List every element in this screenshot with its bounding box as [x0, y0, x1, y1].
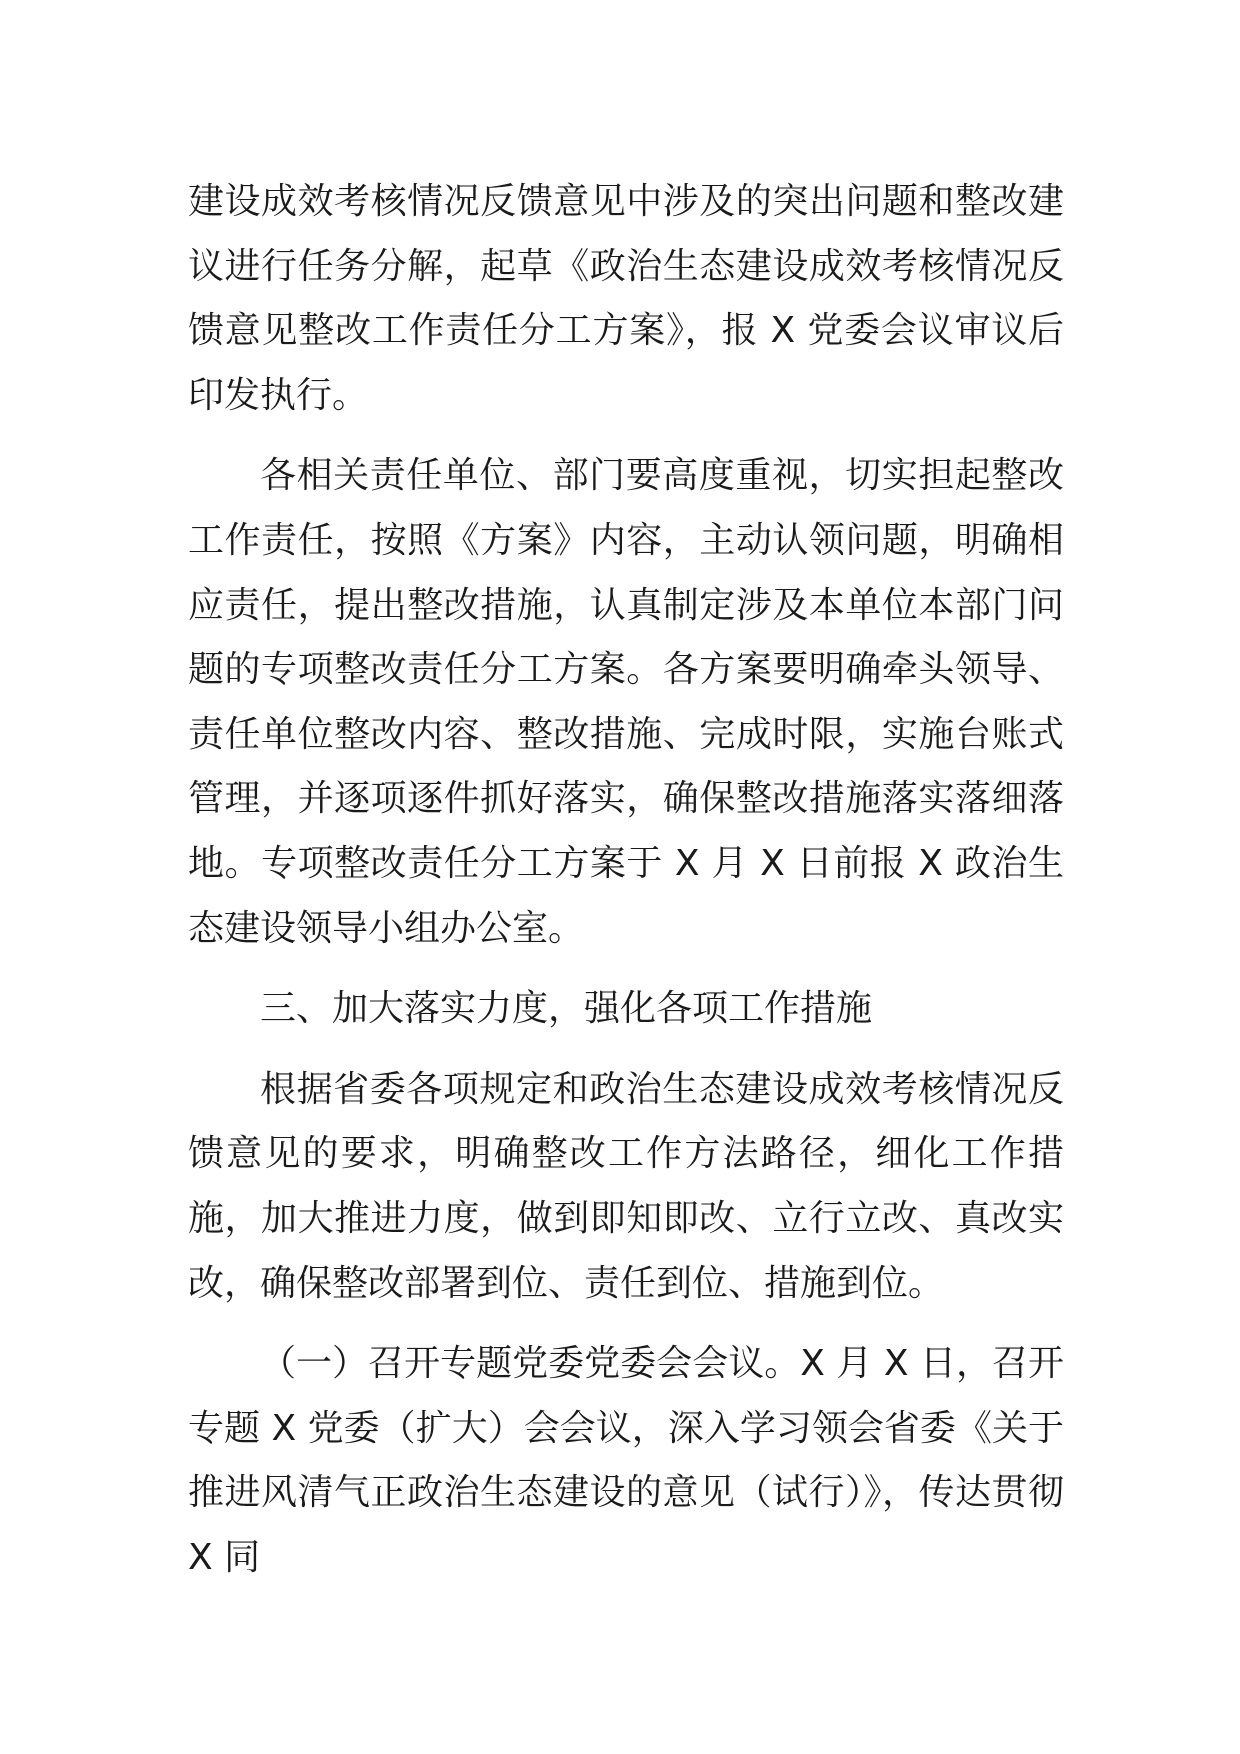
paragraph-task-breakdown: 建设成效考核情况反馈意见中涉及的突出问题和整改建议进行任务分解，起草《政治生态建设成效考核情况反馈意见整改工作责任分工方案》，报 X 党委会议审议后印发执行。 [188, 181, 1064, 416]
section-heading-three: 三、加大落实力度，强化各项工作措施 [260, 988, 873, 1030]
paragraph-requirements: 根据省委各项规定和政治生态建设成效考核情况反馈意见的要求，明确整改工作方法路径，细化工作措施，加大推进力度，做到即知即改、立行立改、真改实改，确保整改部署到位、责任到位、措施到位。 [188, 1068, 1064, 1304]
paragraph-special-meeting: （一）召开专题党委党委会会议。X 月 X 日，召开专题 X 党委（扩大）会会议，深入学习领会省委《关于推进风清气正政治生态建设的意见（试行）》，传达贯彻 X 同 [188, 1343, 1064, 1578]
paragraph-responsibility: 各相关责任单位、部门要高度重视，切实担起整改工作责任，按照《方案》内容，主动认领问题，明确相应责任，提出整改措施，认真制定涉及本单位本部门问题的专项整改责任分工方案。各方案要明确牵头领导、责任单位整改内容、整改措施、完成时限，实施台账式管理，并逐项逐件抓好落实，确保整改措施落实落细落地。专项整改责任分工方案于 X 月 X 日前报 X 政治生态建设领导小组办公室。 [188, 455, 1064, 949]
document-page [188, 170, 1064, 1590]
